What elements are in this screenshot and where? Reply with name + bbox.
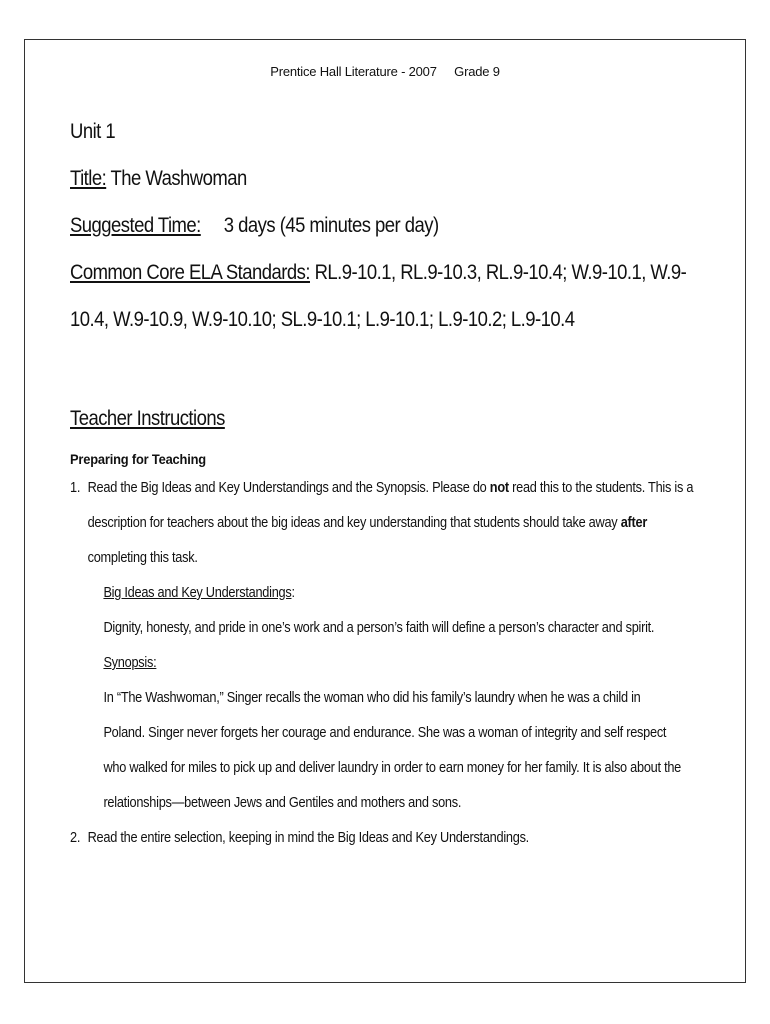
list-item-1 (70, 471, 704, 576)
time-value: 3 days (45 minutes per day) (223, 214, 439, 237)
item-2-text: Read the entire selection, keeping in mind the Big Ideas and Key Understandings. (87, 830, 529, 846)
document-page (24, 39, 746, 983)
time-label: Suggested Time: (70, 214, 201, 237)
item-1-bold-not: not (489, 480, 509, 496)
main-content (70, 120, 700, 856)
big-ideas-label: Big Ideas and Key Understandings (103, 585, 292, 601)
big-ideas-body: Dignity, honesty, and pride in one’s work and a person’s faith will define a person’s character and spirit. (103, 620, 655, 636)
big-ideas-label-line: Big Ideas and Key Understandings: (103, 585, 295, 601)
title-value: The Washwoman (110, 167, 247, 190)
standards-value: RL.9-10.1, RL.9-10.3, RL.9-10.4; W.9-10.1, W.9-10.4, W.9-10.9, W.9-10.10; SL.9-10.1; L.9-10.1; L.9-10.2; L.9-10.4 (70, 261, 687, 331)
synopsis-label-line (70, 646, 719, 681)
standards-line (70, 249, 699, 343)
header-book: Prentice Hall Literature - 2007 (270, 64, 437, 79)
teacher-instructions-heading: Teacher Instructions (70, 407, 225, 430)
unit-heading: Unit 1 (70, 120, 116, 143)
time-line (70, 214, 624, 238)
item-1-number: 1. (70, 480, 81, 496)
item-2-number: 2. (70, 830, 81, 846)
header-grade: Grade 9 (454, 64, 500, 79)
standards-label: Common Core ELA Standards: (70, 261, 310, 284)
synopsis-text: In “The Washwoman,” Singer recalls the woman who did his family’s laundry when he was a child in Poland. Singer never forgets her courage and endurance. She was a woman of integrity and self respect who walked for miles to pick up and deliver laundry in order to earn money for her family. It is also about the relationships—between Jews and Gentiles and mothers and sons. (103, 690, 682, 811)
item-1-part1: Read the Big Ideas and Key Understandings and the Synopsis. Please do (87, 480, 487, 496)
list-item-2 (70, 821, 704, 856)
page-header (25, 64, 745, 79)
synopsis-label: Synopsis: (103, 655, 157, 671)
item-1-bold-after: after (620, 515, 648, 531)
preparing-heading: Preparing for Teaching (70, 451, 206, 467)
title-label: Title: (70, 167, 107, 190)
big-ideas-text (70, 611, 704, 646)
item-1-part3: completing this task. (87, 550, 198, 566)
item-1-part2: read this to the students. This is a description for teachers about the big ideas and key understanding that students should take away (87, 480, 694, 531)
title-line (70, 167, 624, 191)
